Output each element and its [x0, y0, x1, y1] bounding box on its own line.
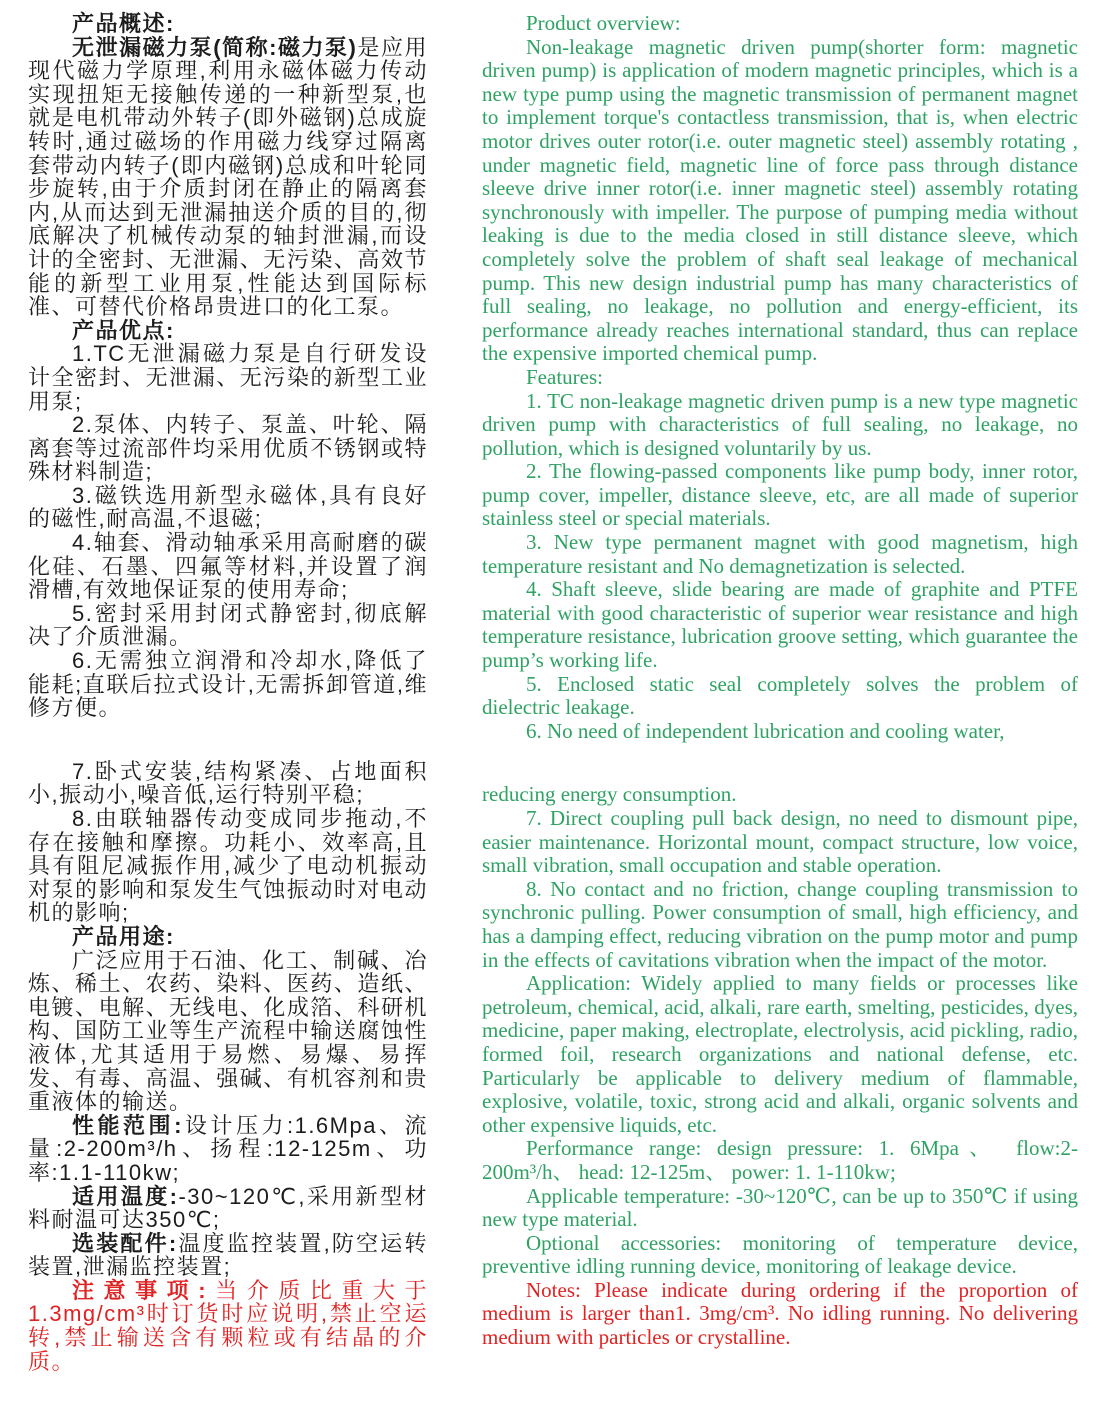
body-text: Applicable temperature: -30~120℃, can be up to 350℃ if using new type material. [482, 1183, 1078, 1232]
feature-1-zh [28, 342, 428, 413]
inline-heading-text: 产品用途: [72, 923, 175, 949]
para-overview-en [482, 36, 1078, 366]
body-text: 3.磁铁选用新型永磁体,具有良好的磁性,耐高温,不退磁; [28, 482, 428, 532]
feature-2-zh [28, 413, 428, 484]
para-performance-en [482, 1137, 1078, 1184]
body-text: Features: [526, 364, 603, 389]
body-text: Application: Widely applied to many fields or processes like petroleum, chemical, acid, alkali, rare earth, smelting, pesticides, dyes, medicine, paper making, electroplate, electrolysis, acid pickling, radio, formed foil, research organizations and national defense, etc. Particularly be applicable to delivery medium of flammable, explosive, volatile, toxic, strong acid and alkali, organic solvents and other expensive liquids, etc. [482, 971, 1078, 1137]
body-text: 当介质比重大于1.3mg/cm³时订货时应说明,禁止空运转,禁止输送含有颗粒或有结晶的介质。 [28, 1277, 428, 1374]
body-text: 1. TC non-leakage magnetic driven pump is a new type magnetic driven pump with characteristics of full sealing, no leakage, no pollution, which is designed voluntarily by us. [482, 388, 1078, 460]
body-text: 5. Enclosed static seal completely solves the problem of dielectric leakage. [482, 671, 1078, 720]
para-application-en [482, 972, 1078, 1137]
para-accessories-zh [28, 1232, 428, 1279]
body-text: 6.无需独立润滑和冷却水,降低了能耗;直联后拉式设计,无需拆卸管道,维修方便。 [28, 648, 428, 721]
body-text: Notes: Please indicate during ordering if the proportion of medium is larger than1. 3mg/cm³. No idling running. No delivering medium with particles or crystalline. [482, 1277, 1078, 1350]
body-text: 设计压力:1.6Mpa、流量:2-200m³/h、扬程:12-125m、功率:1.1-110kw; [28, 1112, 428, 1185]
inline-heading-text: 产品概述: [72, 11, 175, 36]
body-text: 7. Direct coupling pull back design, no need to dismount pipe, easier maintenance. Horizontal mount, compact structure, low voice, small vibration, small occupation and stable operation. [482, 806, 1078, 878]
body-text: 8.由联轴器传动变成同步拖动,不存在接触和摩擦。功耗小、效率高,且具有阻尼减振作用,减少了电动机振动对泵的影响和泵发生气蚀振动时对电动机的影响; [28, 806, 428, 926]
feature-5-en [482, 673, 1078, 720]
feature-2-en [482, 460, 1078, 531]
heading-application-zh [28, 925, 428, 949]
heading-features-en [482, 366, 1078, 390]
body-text: Optional accessories: monitoring of temperature device, preventive idling running device, monitoring of leakage device. [482, 1230, 1078, 1279]
para-temperature-zh [28, 1185, 428, 1232]
chinese-column [28, 12, 428, 1373]
heading-product-overview-zh [28, 12, 428, 36]
body-text: 4. Shaft sleeve, slide bearing are made of graphite and PTFE material with good characteristic of superior wear resistance and high temperature resistance, lubrication groove setting, which guarantee the pump’s working life. [482, 577, 1078, 673]
body-text: 2.泵体、内转子、泵盖、叶轮、隔离套等过流部件均采用优质不锈钢或特殊材料制造; [28, 412, 428, 485]
body-text: 1.TC无泄漏磁力泵是自行研发设计全密封、无泄漏、无污染的新型工业用泵; [28, 341, 428, 414]
feature-7-en [482, 807, 1078, 878]
body-text: 温度监控装置,防空运转装置,泄漏监控装置; [28, 1230, 428, 1280]
inline-heading-text: 无泄漏磁力泵(简称:磁力泵) [72, 34, 358, 60]
body-text: 广泛应用于石油、化工、制碱、冶炼、稀土、农药、染料、医药、造纸、电镀、电解、无线电、化成箔、科研机构、国防工业等生产流程中输送腐蚀性液体,尤其适用于易燃、易爆、易挥发、有毒、高温、强碱、有机容剂和贵重液体的输送。 [28, 947, 428, 1115]
inline-heading-text: 性能范围: [72, 1112, 183, 1138]
feature-6-en [482, 720, 1078, 744]
body-text: 是应用现代磁力学原理,利用永磁体磁力传动实现扭矩无接触传递的一种新型泵,也就是电机带动外转子(即外磁钢)总成旋转时,通过磁场的作用磁力线穿过隔离套带动内转子(即内磁钢)总成和叶轮同步旋转,由于介质封闭在静止的隔离套内,从而达到无泄漏抽送介质的目的,彻底解决了机械传动泵的轴封泄漏,而设计的全密封、无泄漏、无污染、高效节能的新型工业用泵,性能达到国际标准、可替代价格昂贵进口的化工泵。 [28, 34, 428, 320]
body-text: 3. New type permanent magnet with good magnetism, high temperature resistant and No demagnetization is selected. [482, 530, 1078, 578]
body-text: Performance range: design pressure: 1. 6Mpa、 flow:2-200m³/h、 head: 12-125m、 power: 1. 1-110kw; [482, 1136, 1078, 1184]
heading-features-zh [28, 319, 428, 343]
body-text: reducing energy consumption. [482, 782, 737, 807]
para-performance-zh [28, 1114, 428, 1185]
feature-4-en [482, 578, 1078, 672]
heading-product-overview-en [482, 12, 1078, 36]
feature-4-zh [28, 531, 428, 602]
para-application-zh [28, 949, 428, 1114]
feature-6-zh [28, 649, 428, 720]
inline-heading-text: 产品优点: [72, 317, 175, 343]
para-overview-zh [28, 36, 428, 319]
feature-6-continued-en [482, 783, 1078, 807]
feature-3-en [482, 531, 1078, 578]
feature-3-zh [28, 484, 428, 531]
inline-heading-text: 选装配件: [72, 1230, 178, 1256]
feature-1-en [482, 390, 1078, 461]
feature-5-zh [28, 602, 428, 649]
english-column [482, 12, 1078, 1350]
body-text: Product overview: [526, 11, 681, 35]
feature-8-en [482, 878, 1078, 972]
body-text: 5.密封采用封闭式静密封,彻底解决了介质泄漏。 [28, 600, 428, 650]
inline-heading-text: 注意事项: [72, 1277, 208, 1303]
feature-7-zh [28, 760, 428, 807]
para-notes-en [482, 1279, 1078, 1350]
para-notes-zh [28, 1279, 428, 1373]
body-text: 8. No contact and no friction, change coupling transmission to synchronic pulling. Power consumption of small, high efficiency, and has a damping effect, reducing vibration on the pump motor and pump in the effects of cavitations vibration when the impact of the motor. [482, 876, 1078, 972]
inline-heading-text: 适用温度: [72, 1183, 179, 1209]
para-temperature-en [482, 1185, 1078, 1232]
body-text: 6. No need of independent lubrication and cooling water, [526, 718, 1005, 743]
body-text: 2. The flowing-passed components like pump body, inner rotor, pump cover, impeller, distance sleeve, etc, are all made of superior stainless steel or special materials. [482, 459, 1078, 531]
body-text: -30~120℃,采用新型材料耐温可达350℃; [28, 1183, 429, 1233]
body-text: 4.轴套、滑动轴承采用高耐磨的碳化硅、石墨、四氟等材料,并设置了润滑槽,有效地保证泵的使用寿命; [28, 530, 428, 603]
feature-8-zh [28, 807, 428, 925]
body-text: 7.卧式安装,结构紧凑、占地面积小,振动小,噪音低,运行特别平稳; [28, 758, 428, 808]
para-accessories-en [482, 1232, 1078, 1279]
body-text: Non-leakage magnetic driven pump(shorter form: magnetic driven pump) is application of modern magnetic principles, which is a new type pump using the magnetic transmission of permanent magnet to implement torque's contactless transmission, that is, when electric motor drives outer rotor(i.e. outer magnetic steel) assembly rotating , under magnetic field, magnetic line of force pass through distance sleeve drive inner rotor(i.e. inner magnetic steel) assembly rotating synchronously with impeller. The purpose of pumping media without leaking is due to the media closed in still distance sleeve, which completely solve the problem of shaft seal leakage of mechanical pump. This new design industrial pump has many characteristics of full sealing, no leakage, no pollution and energy-efficient, its performance already reaches international standard, thus can replace the expensive imported chemical pump. [482, 34, 1078, 366]
